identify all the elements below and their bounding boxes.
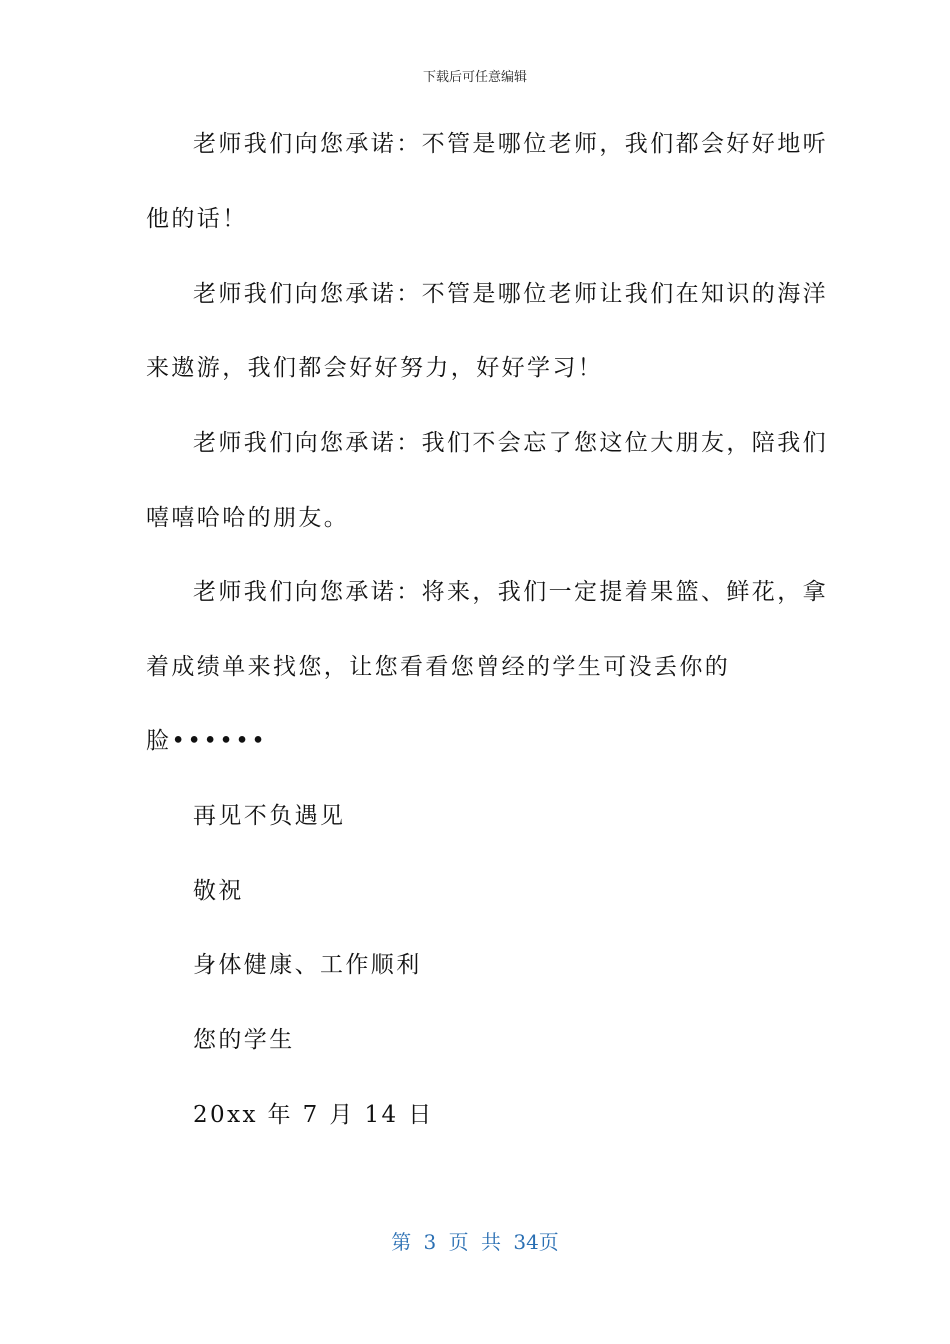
signature: 您的学生 bbox=[193, 1027, 295, 1053]
paragraph-line: 嘻嘻哈哈的朋友。 bbox=[146, 505, 350, 531]
page-header: 下载后可任意编辑 bbox=[422, 70, 527, 85]
paragraph-line: 老师我们向您承诺：将来，我们一定提着果篮、鲜花，拿 bbox=[193, 579, 828, 605]
salutation: 敬祝 bbox=[193, 878, 244, 904]
closing-line: 再见不负遇见 bbox=[193, 803, 346, 829]
wishes: 身体健康、工作顺利 bbox=[193, 952, 422, 978]
paragraph-line: 老师我们向您承诺：不管是哪位老师让我们在知识的海洋 bbox=[193, 281, 828, 307]
page-footer: 第 3 页 共 34页 bbox=[391, 1230, 559, 1254]
date: 20xx 年 7 月 14 日 bbox=[193, 1102, 434, 1128]
paragraph-line: 着成绩单来找您，让您看看您曾经的学生可没丢你的 bbox=[146, 654, 731, 680]
paragraph-line: 来遨游，我们都会好好努力，好好学习！ bbox=[146, 355, 604, 381]
paragraph-line: 他的话！ bbox=[146, 206, 248, 232]
paragraph-line: 老师我们向您承诺：我们不会忘了您这位大朋友，陪我们 bbox=[193, 430, 828, 456]
paragraph-line: 脸•••••• bbox=[146, 728, 268, 754]
paragraph-line: 老师我们向您承诺：不管是哪位老师，我们都会好好地听 bbox=[193, 131, 828, 157]
